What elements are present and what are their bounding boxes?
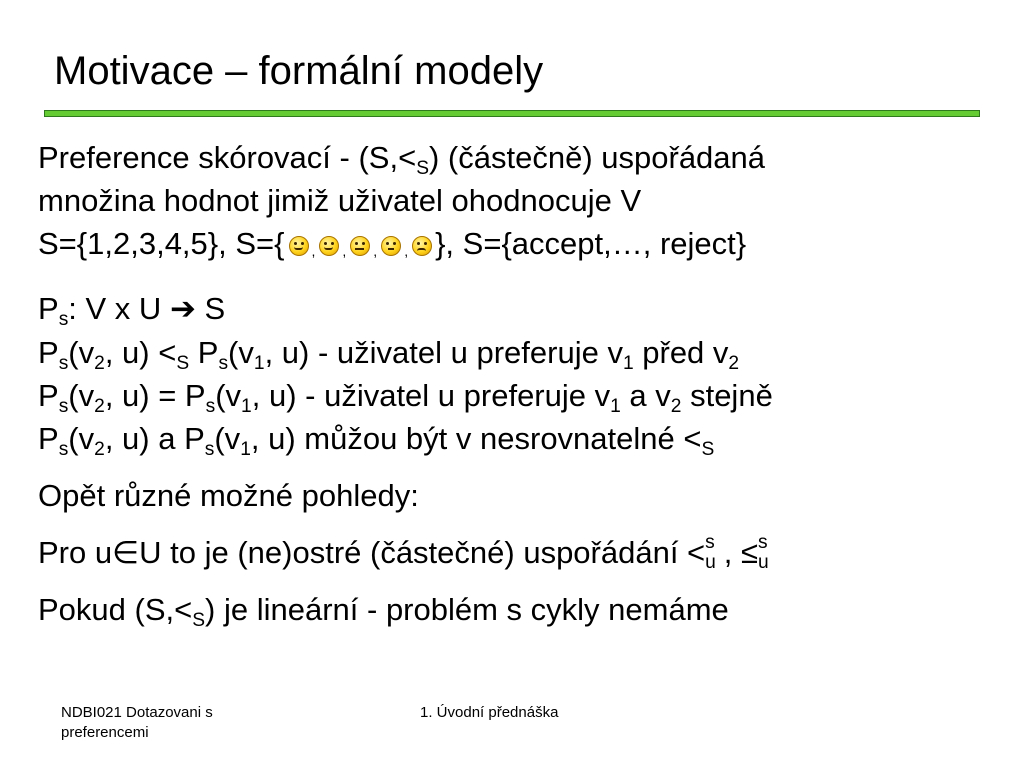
leq-symbol: ≤ <box>741 535 759 570</box>
text-line: Pro u∈U to je (ne)ostré (částečné) uspořádání < s u , ≤ s u <box>38 532 769 573</box>
right-arrow-icon: ➔ <box>169 291 196 327</box>
text-line: Pokud $(S,<_S)$ je lineární - problém s cykly nemáme <box>38 592 729 632</box>
paragraph-score-preference <box>38 136 1013 273</box>
text-line: $P_s$: V x U ➔ S <box>38 291 226 331</box>
paragraph-linear <box>38 588 1013 631</box>
text-line: S={1,2,3,4,5}, S={ , , , , }, S={accept,…, reject} <box>38 226 747 261</box>
smile-icon <box>319 236 339 256</box>
text-line: množina hodnot jimiž uživatel ohodnocuje V <box>38 183 642 218</box>
text-line: $P_s(v_2$, $u) = P_s(v_1$, u) - uživatel u preferuje $v_1$ a $v_2$ stejně <box>38 378 773 418</box>
paragraph-score-function <box>38 287 1013 460</box>
doubt-icon <box>381 236 401 256</box>
text-line: Opět různé možné pohledy: <box>38 478 419 513</box>
footer-lecture: 1. Úvodní přednáška <box>420 704 559 721</box>
paragraph-views <box>38 474 1013 517</box>
neutral-icon <box>350 236 370 256</box>
slide-body <box>38 136 1013 645</box>
text-line: $P_s(v_2$, u) a $P_s(v_1$, u) můžou být v nesrovnatelné $<_S$ <box>38 421 715 461</box>
slide-title: Motivace – formální modely <box>54 49 544 93</box>
footer-course: NDBI021 Dotazovani s preferencemi <box>61 704 213 741</box>
grin-icon <box>289 236 309 256</box>
sad-icon <box>412 236 432 256</box>
element-of-symbol: ∈ <box>112 535 140 570</box>
text-line: Preference skórovací - $(S,<_S)$ (částečně) uspořádaná <box>38 140 766 180</box>
text-line: $P_s(v_2$, $u) <_S$ $P_s(v_1$, u) - uživatel u preferuje $v_1$ před $v_2$ <box>38 335 740 375</box>
paragraph-user-ordering <box>38 531 1013 574</box>
title-underline <box>44 110 980 117</box>
subscript: S <box>416 158 429 180</box>
